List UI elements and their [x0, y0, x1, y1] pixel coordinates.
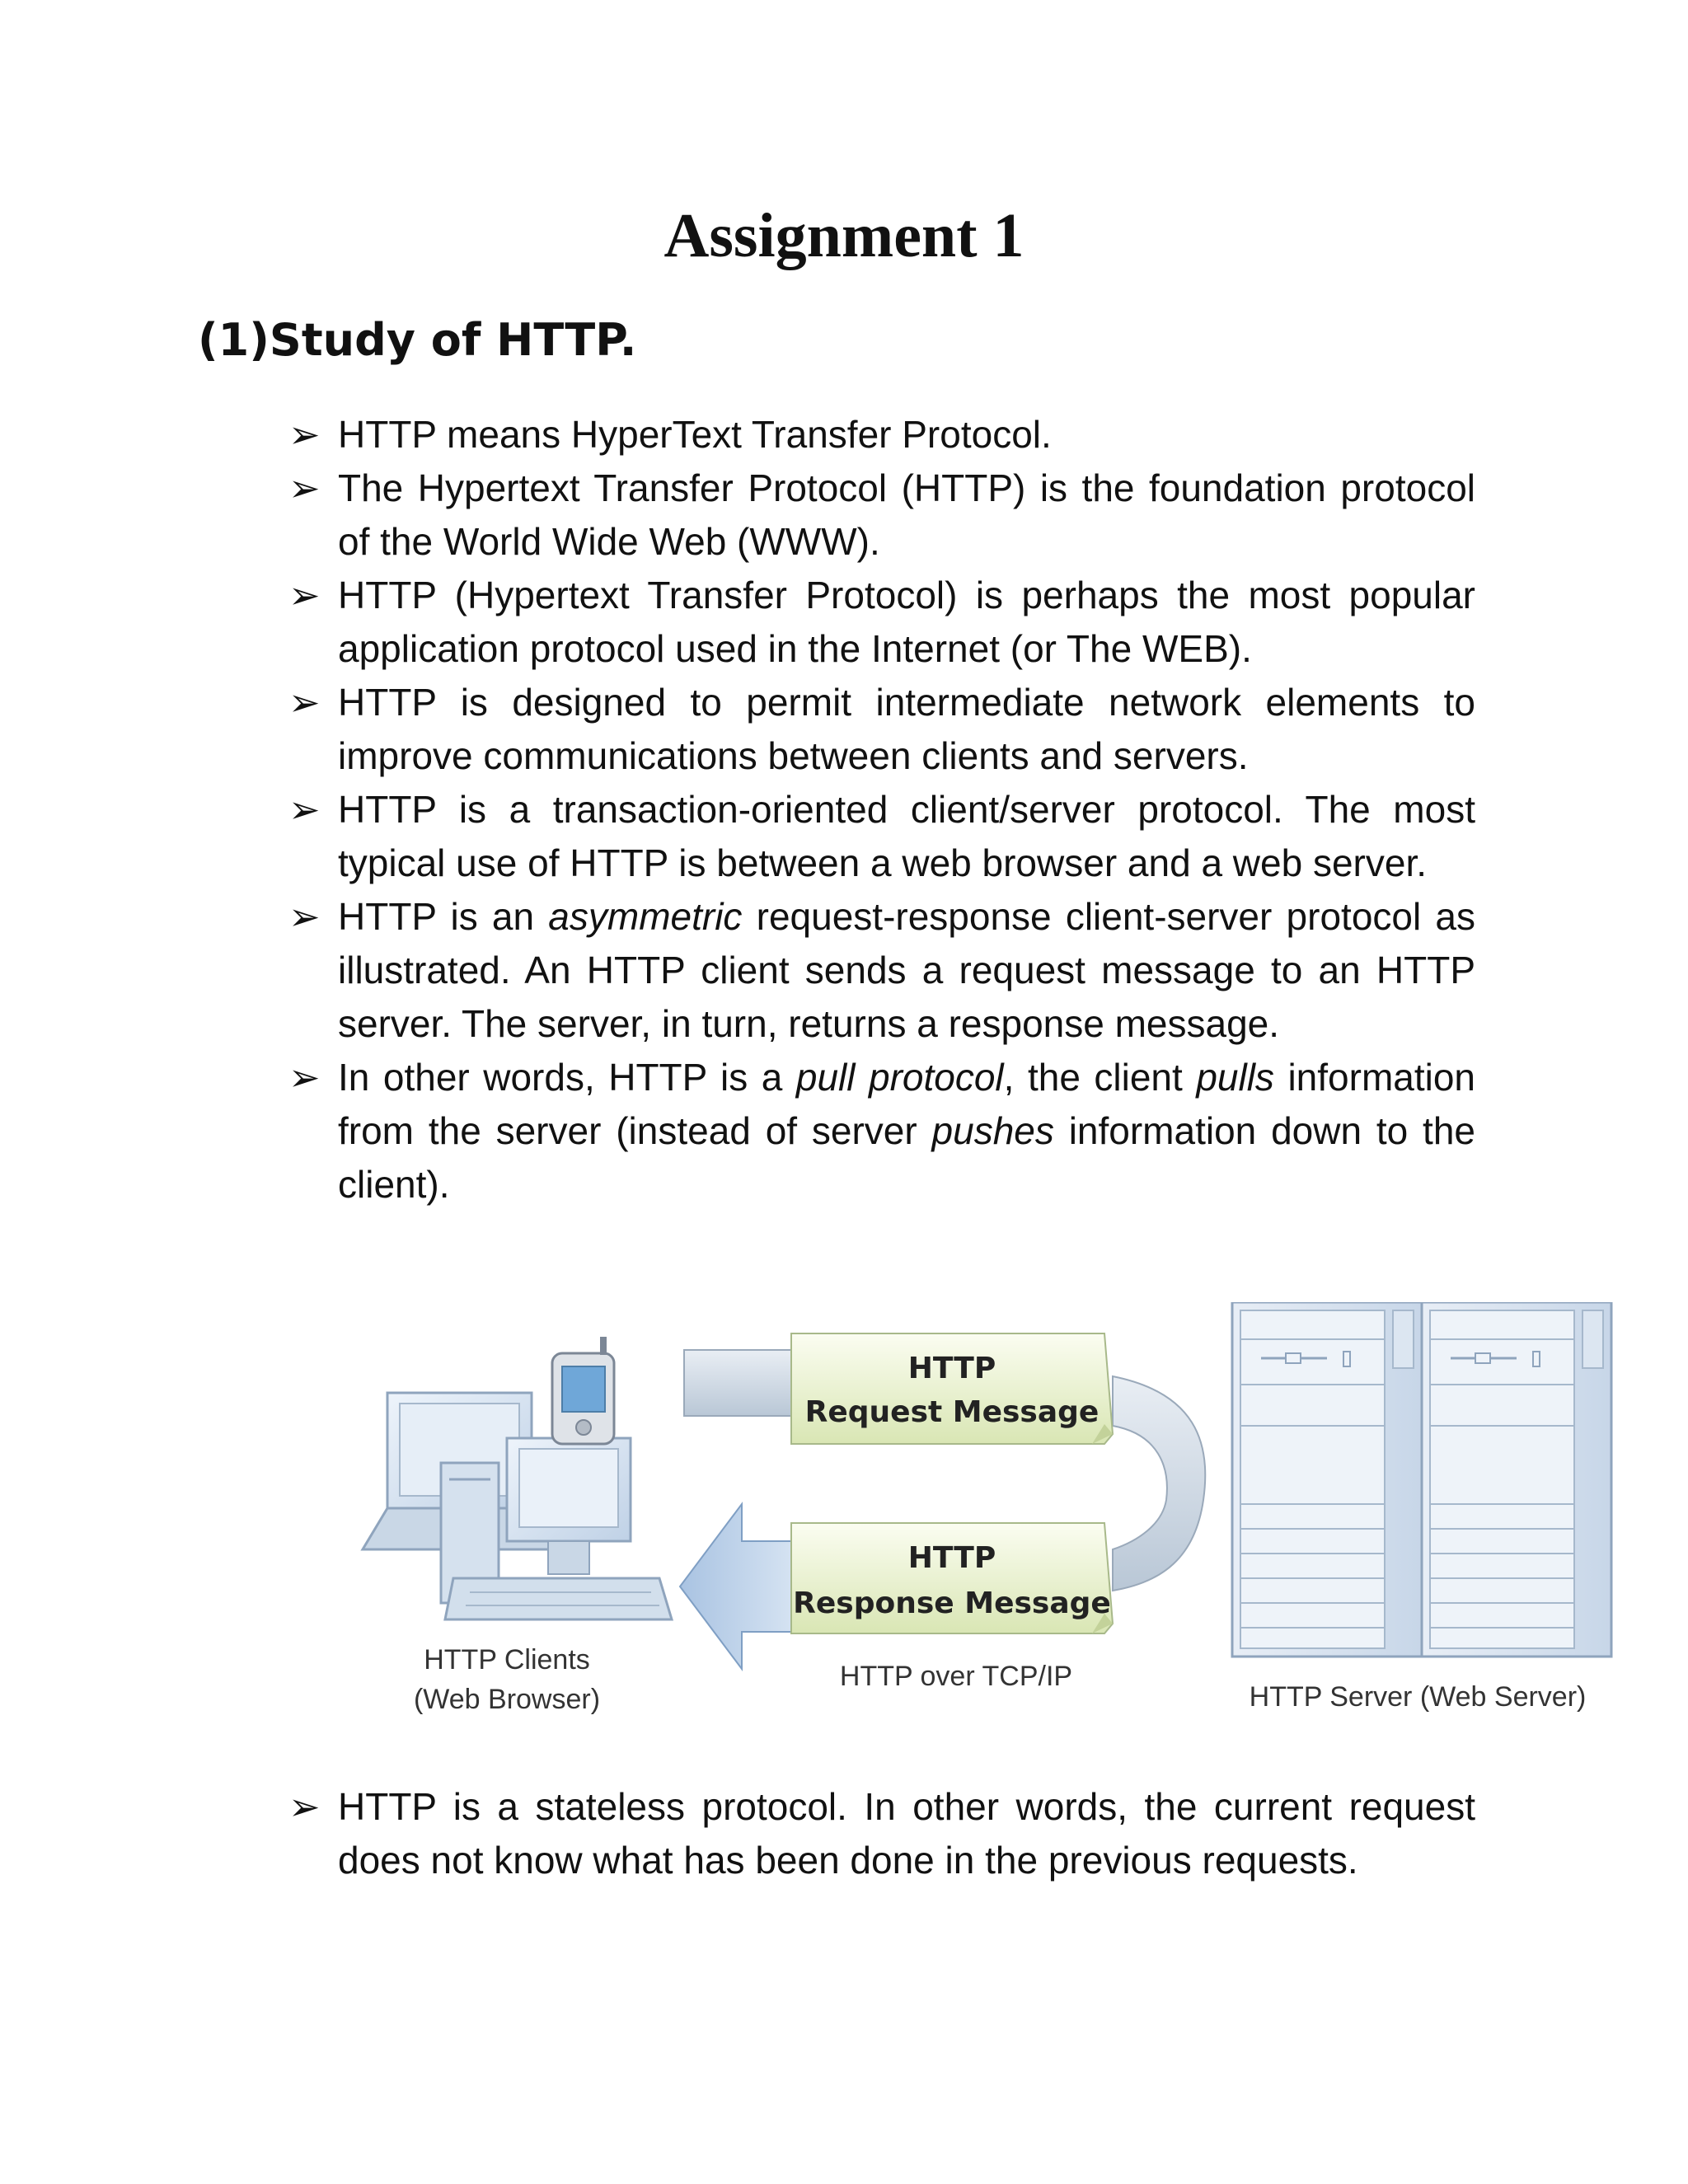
bullet-text: HTTP is designed to permit intermediate network elements to improve communications between clients and servers.	[338, 681, 1475, 777]
bullet-list	[288, 408, 1475, 1212]
emphasis-asymmetric: asymmetric	[548, 895, 743, 938]
bullet-item	[288, 890, 1475, 1051]
emphasis-pull-protocol: pull protocol	[795, 1056, 1004, 1099]
response-subtitle: Response Message	[793, 1586, 1111, 1620]
arrow-bullet-icon: ➢	[288, 1056, 321, 1099]
emphasis-pulls: pulls	[1196, 1056, 1274, 1099]
emphasis-pushes: pushes	[931, 1109, 1054, 1152]
transport-label: HTTP over TCP/IP	[839, 1661, 1073, 1692]
bullet-text: In other words, HTTP is a pull protocol, the client pulls information from the server (instead of server pushes information down to the client).	[338, 1056, 1476, 1206]
bullet-text: The Hypertext Transfer Protocol (HTTP) is the foundation protocol of the World Wide Web (WWW).	[338, 466, 1475, 563]
bullet-item	[288, 1051, 1475, 1212]
bullet-item	[288, 676, 1475, 783]
arrow-bullet-icon: ➢	[288, 1785, 321, 1828]
bullet-item	[288, 1780, 1475, 1887]
server-rack-icon	[1422, 1302, 1611, 1657]
section-heading: (1)Study of HTTP.	[198, 314, 637, 366]
bullet-item	[288, 462, 1475, 569]
arrow-bullet-icon: ➢	[288, 681, 321, 724]
bullet-text: HTTP means HyperText Transfer Protocol.	[338, 413, 1052, 456]
request-arrow-band	[684, 1350, 808, 1416]
request-subtitle: Request Message	[804, 1395, 1100, 1429]
arrow-bullet-icon: ➢	[288, 788, 321, 831]
bullet-list-after-diagram	[288, 1780, 1475, 1887]
server-rack-icon	[1232, 1302, 1422, 1657]
page-title: Assignment 1	[663, 201, 1025, 270]
bullet-text: HTTP is an asymmetric request-response client-server protocol as illustrated. An HTTP client sends a request message to an HTTP server. The server, in turn, returns a response message.	[338, 895, 1475, 1045]
bullet-text: HTTP is a stateless protocol. In other words, the current request does not know what has been done in the previous requests.	[338, 1785, 1475, 1882]
arrow-bullet-icon: ➢	[288, 413, 321, 456]
request-title: HTTP	[907, 1352, 996, 1385]
pda-phone-icon	[552, 1337, 614, 1444]
clients-label: HTTP Clients (Web Browser)	[413, 1644, 601, 1715]
bullet-text: HTTP is a transaction-oriented client/server protocol. The most typical use of HTTP is between a web browser and a web server.	[338, 788, 1475, 884]
response-arrow	[680, 1504, 808, 1669]
bullet-item	[288, 783, 1475, 890]
response-title: HTTP	[907, 1541, 996, 1575]
return-curve-arrow	[1113, 1376, 1205, 1591]
server-label: HTTP Server (Web Server)	[1249, 1681, 1587, 1713]
arrow-bullet-icon: ➢	[288, 895, 321, 938]
bullet-text: HTTP (Hypertext Transfer Protocol) is perhaps the most popular application protocol used in the Internet (or The WEB).	[338, 574, 1475, 670]
bullet-item	[288, 408, 1475, 462]
arrow-bullet-icon: ➢	[288, 574, 321, 616]
http-diagram	[346, 1302, 1615, 1731]
bullet-item	[288, 569, 1475, 676]
desktop-computer-icon	[441, 1438, 672, 1619]
arrow-bullet-icon: ➢	[288, 466, 321, 509]
